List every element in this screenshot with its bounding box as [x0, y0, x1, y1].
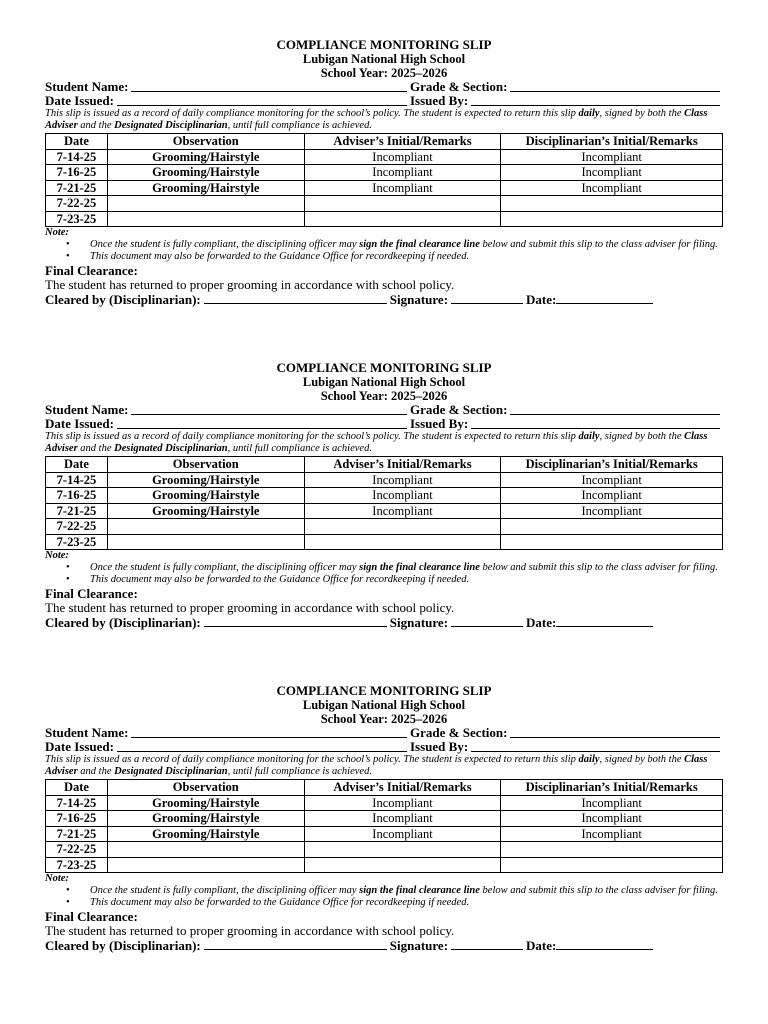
intro-paragraph: This slip is issued as a record of daily compliance monitoring for the school’s policy. The student is expected to return this slip daily, signed by both the Class Adviser and the Designated Disciplinarian, until full compliance is achieved.: [45, 754, 708, 777]
student-name-label: Student Name:: [45, 725, 129, 740]
cell-disciplinarian: Incompliant: [501, 795, 723, 811]
date-issued-row: [45, 94, 723, 108]
table-row: [46, 842, 723, 858]
cell-observation: Grooming/Hairstyle: [107, 180, 304, 196]
date-label: Date:: [526, 292, 557, 307]
cell-date: 7-16-25: [46, 488, 108, 504]
final-clearance-label: Final Clearance:: [45, 586, 138, 601]
table-row: [46, 180, 723, 196]
table-row: [46, 472, 723, 488]
header-disciplinarian: Disciplinarian’s Initial/Remarks: [501, 457, 723, 473]
cell-adviser: Incompliant: [304, 811, 501, 827]
cell-adviser: Incompliant: [304, 488, 501, 504]
date-line[interactable]: [556, 293, 653, 304]
cell-disciplinarian: Incompliant: [501, 826, 723, 842]
note-label: Note:: [45, 550, 69, 561]
slip-title: COMPLIANCE MONITORING SLIP: [276, 360, 492, 375]
table-row: [46, 503, 723, 519]
cell-adviser[interactable]: [304, 857, 501, 873]
student-name-line[interactable]: [131, 726, 407, 738]
cell-adviser[interactable]: [304, 196, 501, 212]
date-label: Date:: [526, 938, 557, 953]
cleared-by-label: Cleared by (Disciplinarian):: [45, 938, 201, 953]
date-issued-label: Date Issued:: [45, 416, 114, 431]
cell-date: 7-21-25: [46, 826, 108, 842]
cell-date: 7-16-25: [46, 165, 108, 181]
header-disciplinarian: Disciplinarian’s Initial/Remarks: [501, 780, 723, 796]
table-row: [46, 795, 723, 811]
header-observation: Observation: [107, 780, 304, 796]
signature-line[interactable]: [451, 616, 523, 627]
issued-by-line[interactable]: [471, 740, 720, 752]
cell-observation[interactable]: [107, 211, 304, 227]
cleared-by-row: [45, 938, 723, 953]
note-item: • This document may also be forwarded to the Guidance Office for recordkeeping if needed.: [90, 574, 723, 586]
cell-date: 7-23-25: [46, 211, 108, 227]
cell-date: 7-14-25: [46, 472, 108, 488]
table-row: [46, 811, 723, 827]
header-observation: Observation: [107, 134, 304, 150]
name-grade-row: [45, 80, 723, 94]
cell-disciplinarian: Incompliant: [501, 149, 723, 165]
grade-section-line[interactable]: [510, 403, 720, 415]
cell-disciplinarian: Incompliant: [501, 503, 723, 519]
cell-disciplinarian[interactable]: [501, 196, 723, 212]
cell-date: 7-14-25: [46, 149, 108, 165]
issued-by-label: Issued By:: [410, 93, 469, 108]
note-item: • This document may also be forwarded to the Guidance Office for recordkeeping if needed.: [90, 251, 723, 263]
header-date: Date: [46, 780, 108, 796]
cell-adviser[interactable]: [304, 211, 501, 227]
monitoring-table: [45, 779, 723, 873]
cell-disciplinarian: Incompliant: [501, 165, 723, 181]
student-name-label: Student Name:: [45, 79, 129, 94]
cleared-by-line[interactable]: [204, 293, 387, 304]
school-year: School Year: 2025–2026: [320, 712, 448, 726]
table-header-row: [46, 780, 723, 796]
table-row: [46, 519, 723, 535]
table-header-row: [46, 134, 723, 150]
table-header-row: [46, 457, 723, 473]
student-name-line[interactable]: [131, 80, 407, 92]
cell-disciplinarian[interactable]: [501, 534, 723, 550]
cell-observation: Grooming/Hairstyle: [107, 811, 304, 827]
note-list: [45, 239, 723, 263]
cell-disciplinarian[interactable]: [501, 842, 723, 858]
cell-date: 7-14-25: [46, 795, 108, 811]
cell-adviser: Incompliant: [304, 180, 501, 196]
date-issued-line[interactable]: [117, 94, 407, 106]
cell-disciplinarian: Incompliant: [501, 811, 723, 827]
table-row: [46, 196, 723, 212]
compliance-slip-3: [45, 684, 723, 953]
cell-observation: Grooming/Hairstyle: [107, 503, 304, 519]
final-clearance-text: The student has returned to proper grooming in accordance with school policy.: [45, 923, 455, 938]
header-disciplinarian: Disciplinarian’s Initial/Remarks: [501, 134, 723, 150]
note-label: Note:: [45, 873, 69, 884]
cell-observation: Grooming/Hairstyle: [107, 488, 304, 504]
cell-observation: Grooming/Hairstyle: [107, 165, 304, 181]
signature-line[interactable]: [451, 293, 523, 304]
date-issued-label: Date Issued:: [45, 739, 114, 754]
date-line[interactable]: [556, 939, 653, 950]
cleared-by-row: [45, 292, 723, 307]
table-row: [46, 149, 723, 165]
signature-label: Signature:: [389, 292, 449, 307]
issued-by-line[interactable]: [471, 94, 720, 106]
school-name: Lubigan National High School: [302, 52, 466, 66]
cell-adviser: Incompliant: [304, 165, 501, 181]
table-row: [46, 826, 723, 842]
note-item: • Once the student is fully compliant, the disciplining officer may sign the final clearance line below and submit this slip to the class adviser for filing.: [90, 239, 723, 251]
school-name: Lubigan National High School: [302, 698, 466, 712]
cell-date: 7-16-25: [46, 811, 108, 827]
cell-observation[interactable]: [107, 857, 304, 873]
date-issued-row: [45, 740, 723, 754]
school-year: School Year: 2025–2026: [320, 389, 448, 403]
compliance-slip-1: [45, 38, 723, 307]
monitoring-table: [45, 456, 723, 550]
cell-date: 7-22-25: [46, 842, 108, 858]
slip-title: COMPLIANCE MONITORING SLIP: [276, 683, 492, 698]
name-grade-row: [45, 403, 723, 417]
final-clearance-label: Final Clearance:: [45, 263, 138, 278]
cell-adviser: Incompliant: [304, 149, 501, 165]
table-row: [46, 534, 723, 550]
cleared-by-label: Cleared by (Disciplinarian):: [45, 292, 201, 307]
cell-disciplinarian: Incompliant: [501, 488, 723, 504]
header-observation: Observation: [107, 457, 304, 473]
final-clearance-text: The student has returned to proper grooming in accordance with school policy.: [45, 600, 455, 615]
header-adviser: Adviser’s Initial/Remarks: [304, 457, 501, 473]
note-list: [45, 885, 723, 909]
issued-by-line[interactable]: [471, 417, 720, 429]
final-clearance-text: The student has returned to proper grooming in accordance with school policy.: [45, 277, 455, 292]
cell-disciplinarian: Incompliant: [501, 472, 723, 488]
intro-paragraph: This slip is issued as a record of daily compliance monitoring for the school’s policy. The student is expected to return this slip daily, signed by both the Class Adviser and the Designated Disciplinarian, until full compliance is achieved.: [45, 108, 708, 131]
note-item: • This document may also be forwarded to the Guidance Office for recordkeeping if needed.: [90, 897, 723, 909]
cell-adviser[interactable]: [304, 842, 501, 858]
cell-disciplinarian[interactable]: [501, 857, 723, 873]
cell-adviser[interactable]: [304, 519, 501, 535]
table-row: [46, 857, 723, 873]
cell-observation: Grooming/Hairstyle: [107, 472, 304, 488]
grade-section-line[interactable]: [510, 80, 720, 92]
cleared-by-line[interactable]: [204, 939, 387, 950]
cell-adviser: Incompliant: [304, 503, 501, 519]
cell-adviser: Incompliant: [304, 795, 501, 811]
name-grade-row: [45, 726, 723, 740]
note-label: Note:: [45, 227, 69, 238]
header-date: Date: [46, 457, 108, 473]
cell-disciplinarian[interactable]: [501, 211, 723, 227]
table-row: [46, 211, 723, 227]
cell-observation[interactable]: [107, 534, 304, 550]
cell-observation: Grooming/Hairstyle: [107, 795, 304, 811]
monitoring-table: [45, 133, 723, 227]
cleared-by-row: [45, 615, 723, 630]
cell-disciplinarian: Incompliant: [501, 180, 723, 196]
cell-date: 7-23-25: [46, 857, 108, 873]
table-row: [46, 165, 723, 181]
signature-line[interactable]: [451, 939, 523, 950]
date-issued-line[interactable]: [117, 417, 407, 429]
grade-section-label: Grade & Section:: [410, 725, 508, 740]
date-issued-line[interactable]: [117, 740, 407, 752]
grade-section-label: Grade & Section:: [410, 402, 508, 417]
grade-section-line[interactable]: [510, 726, 720, 738]
compliance-slip-2: [45, 361, 723, 630]
cell-adviser[interactable]: [304, 534, 501, 550]
cleared-by-line[interactable]: [204, 616, 387, 627]
header-adviser: Adviser’s Initial/Remarks: [304, 134, 501, 150]
school-year: School Year: 2025–2026: [320, 66, 448, 80]
cell-date: 7-22-25: [46, 196, 108, 212]
final-clearance-label: Final Clearance:: [45, 909, 138, 924]
intro-paragraph: This slip is issued as a record of daily compliance monitoring for the school’s policy. The student is expected to return this slip daily, signed by both the Class Adviser and the Designated Disciplinarian, until full compliance is achieved.: [45, 431, 708, 454]
student-name-line[interactable]: [131, 403, 407, 415]
cell-observation: Grooming/Hairstyle: [107, 149, 304, 165]
issued-by-label: Issued By:: [410, 739, 469, 754]
cell-disciplinarian[interactable]: [501, 519, 723, 535]
cell-date: 7-21-25: [46, 503, 108, 519]
grade-section-label: Grade & Section:: [410, 79, 508, 94]
cell-date: 7-23-25: [46, 534, 108, 550]
cleared-by-label: Cleared by (Disciplinarian):: [45, 615, 201, 630]
slip-title: COMPLIANCE MONITORING SLIP: [276, 37, 492, 52]
cell-adviser: Incompliant: [304, 472, 501, 488]
note-item: • Once the student is fully compliant, the disciplining officer may sign the final clearance line below and submit this slip to the class adviser for filing.: [90, 885, 723, 897]
header-date: Date: [46, 134, 108, 150]
cell-observation[interactable]: [107, 842, 304, 858]
date-label: Date:: [526, 615, 557, 630]
cell-observation: Grooming/Hairstyle: [107, 826, 304, 842]
date-issued-row: [45, 417, 723, 431]
issued-by-label: Issued By:: [410, 416, 469, 431]
cell-observation[interactable]: [107, 519, 304, 535]
date-issued-label: Date Issued:: [45, 93, 114, 108]
cell-date: 7-22-25: [46, 519, 108, 535]
note-item: • Once the student is fully compliant, the disciplining officer may sign the final clearance line below and submit this slip to the class adviser for filing.: [90, 562, 723, 574]
school-name: Lubigan National High School: [302, 375, 466, 389]
cell-date: 7-21-25: [46, 180, 108, 196]
student-name-label: Student Name:: [45, 402, 129, 417]
signature-label: Signature:: [389, 938, 449, 953]
cell-adviser: Incompliant: [304, 826, 501, 842]
table-row: [46, 488, 723, 504]
date-line[interactable]: [556, 616, 653, 627]
header-adviser: Adviser’s Initial/Remarks: [304, 780, 501, 796]
note-list: [45, 562, 723, 586]
cell-observation[interactable]: [107, 196, 304, 212]
signature-label: Signature:: [389, 615, 449, 630]
